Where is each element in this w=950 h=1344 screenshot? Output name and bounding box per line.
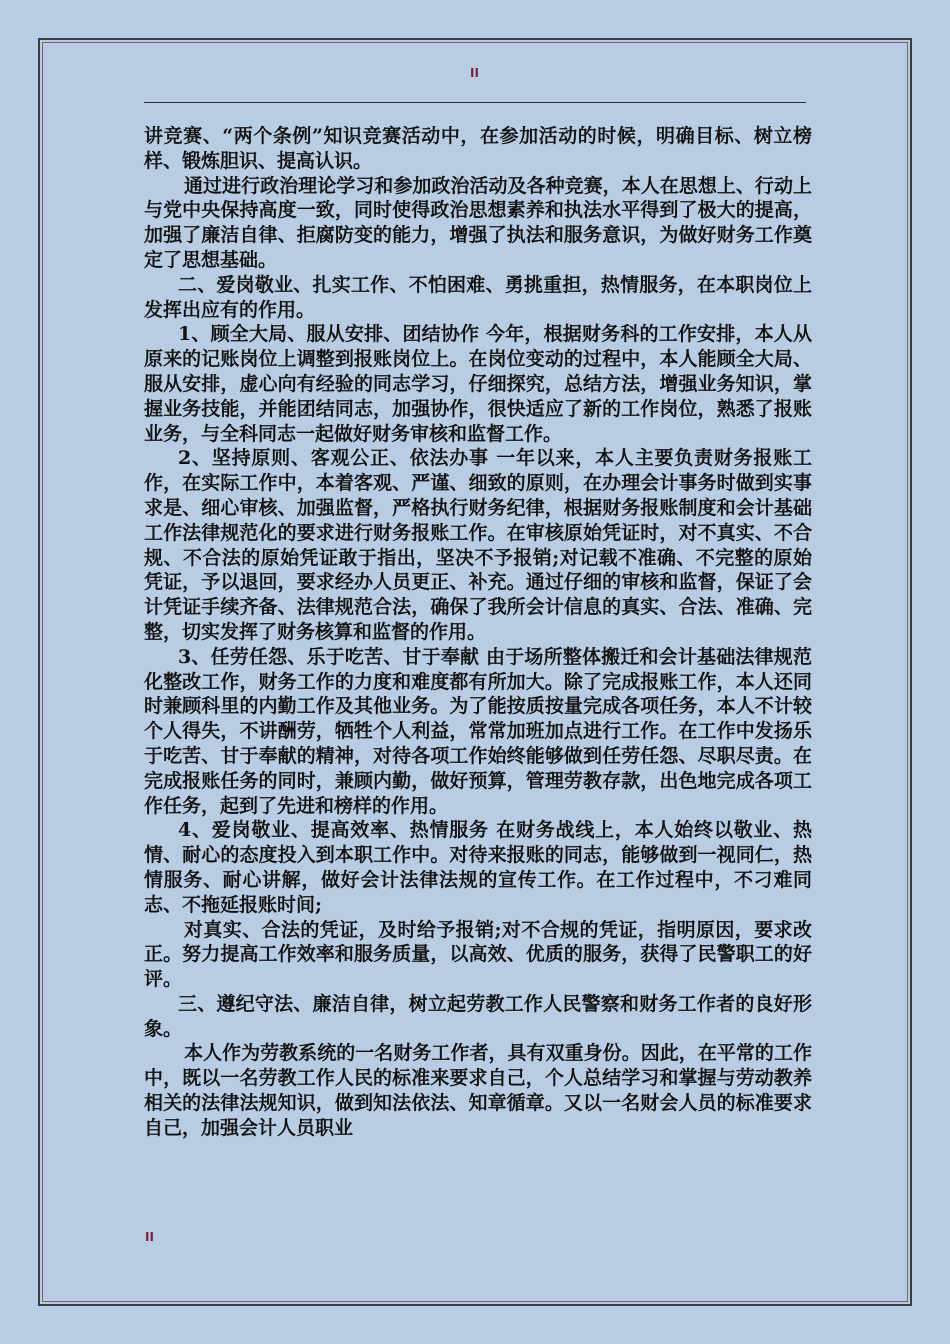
header-mark: II — [470, 66, 479, 80]
document-body — [144, 124, 812, 1141]
paragraph-item-1: 1、顾全大局、服从安排、团结协作 今年，根据财务科的工作安排，本人从原来的记账岗位上调整到报账岗位上。在岗位变动的过程中，本人能顾全大局、服从安排，虚心向有经验的同志学习，仔细探究，总结方法，增强业务知识，掌握业务技能，并能团结同志，加强协作，很快适应了新的工作岗位，熟悉了报账业务，与全科同志一起做好财务审核和监督工作。 — [144, 323, 812, 445]
paragraph-2: 通过进行政治理论学习和参加政治活动及各种竞赛，本人在思想上、行动上与党中央保持高度一致，同时使得政治思想素养和执法水平得到了极大的提高，加强了廉洁自律、拒腐防变的能力，增强了执法和服务意识，为做好财务工作奠定了思想基础。 — [144, 174, 812, 271]
section-heading-2: 二、爱岗敬业、扎实工作、不怕困难、勇挑重担，热情服务，在本职岗位上发挥出应有的作用。 — [144, 273, 812, 321]
paragraph-last: 本人作为劳教系统的一名财务工作者，具有双重身份。因此，在平常的工作中，既以一名劳教工作人民的标准来要求自己，个人总结学习和掌握与劳动教养相关的法律法规知识，做到知法依法、知章循章。又以一名财会人员的标准要求自己，加强会计人员职业 — [144, 1042, 812, 1139]
paragraph-item-4-cont: 对真实、合法的凭证，及时给予报销;对不合规的凭证，指明原因，要求改正。努力提高工作效率和服务质量，以高效、优质的服务，获得了民警职工的好评。 — [144, 918, 812, 991]
section-heading-3: 三、遵纪守法、廉洁自律，树立起劳教工作人民警察和财务工作者的良好形象。 — [144, 992, 812, 1040]
paragraph-1: 讲竞赛、“两个条例”知识竞赛活动中，在参加活动的时候，明确目标、树立榜样、锻炼胆识、提高认识。 — [144, 125, 812, 172]
paragraph-item-3: 3、任劳任怨、乐于吃苦、甘于奉献 由于场所整体搬迁和会计基础法律规范化整改工作，财务工作的力度和难度都有所加大。除了完成报账工作，本人还同时兼顾科里的内勤工作及其他业务。为了能按质按量完成各项任务，本人不计较个人得失，不讲酬劳，牺牲个人利益，常常加班加点进行工作。在工作中发扬乐于吃苦、甘于奉献的精神，对待各项工作始终能够做到任劳任怨、尽职尽责。在完成报账任务的同时，兼顾内勤，做好预算，管理劳教存款，出色地完成各项工作任务，起到了先进和榜样的作用。 — [144, 645, 812, 817]
paragraph-item-4: 4、爱岗敬业、提高效率、热情服务 在财务战线上，本人始终以敬业、热情、耐心的态度投入到本职工作中。对待来报账的同志，能够做到一视同仁，热情服务、耐心讲解，做好会计法律法规的宣传工作。在工作过程中，不刁难同志、不拖延报账时间; — [144, 819, 812, 916]
header-rule — [144, 102, 806, 103]
paragraph-item-2: 2、坚持原则、客观公正、依法办事 一年以来，本人主要负责财务报账工作，在实际工作中，本着客观、严谨、细致的原则，在办理会计事务时做到实事求是、细心审核、加强监督，严格执行财务纪律，根据财务报账制度和会计基础工作法律规范化的要求进行财务报账工作。在审核原始凭证时，对不真实、不合规、不合法的原始凭证敢于指出，坚决不予报销;对记载不准确、不完整的原始凭证，予以退回，要求经办人员更正、补充。通过仔细的审核和监督，保证了会计凭证手续齐备、法律规范合法，确保了我所会计信息的真实、合法、准确、完整，切实发挥了财务核算和监督的作用。 — [144, 447, 812, 643]
footer-mark: II — [145, 1230, 154, 1244]
